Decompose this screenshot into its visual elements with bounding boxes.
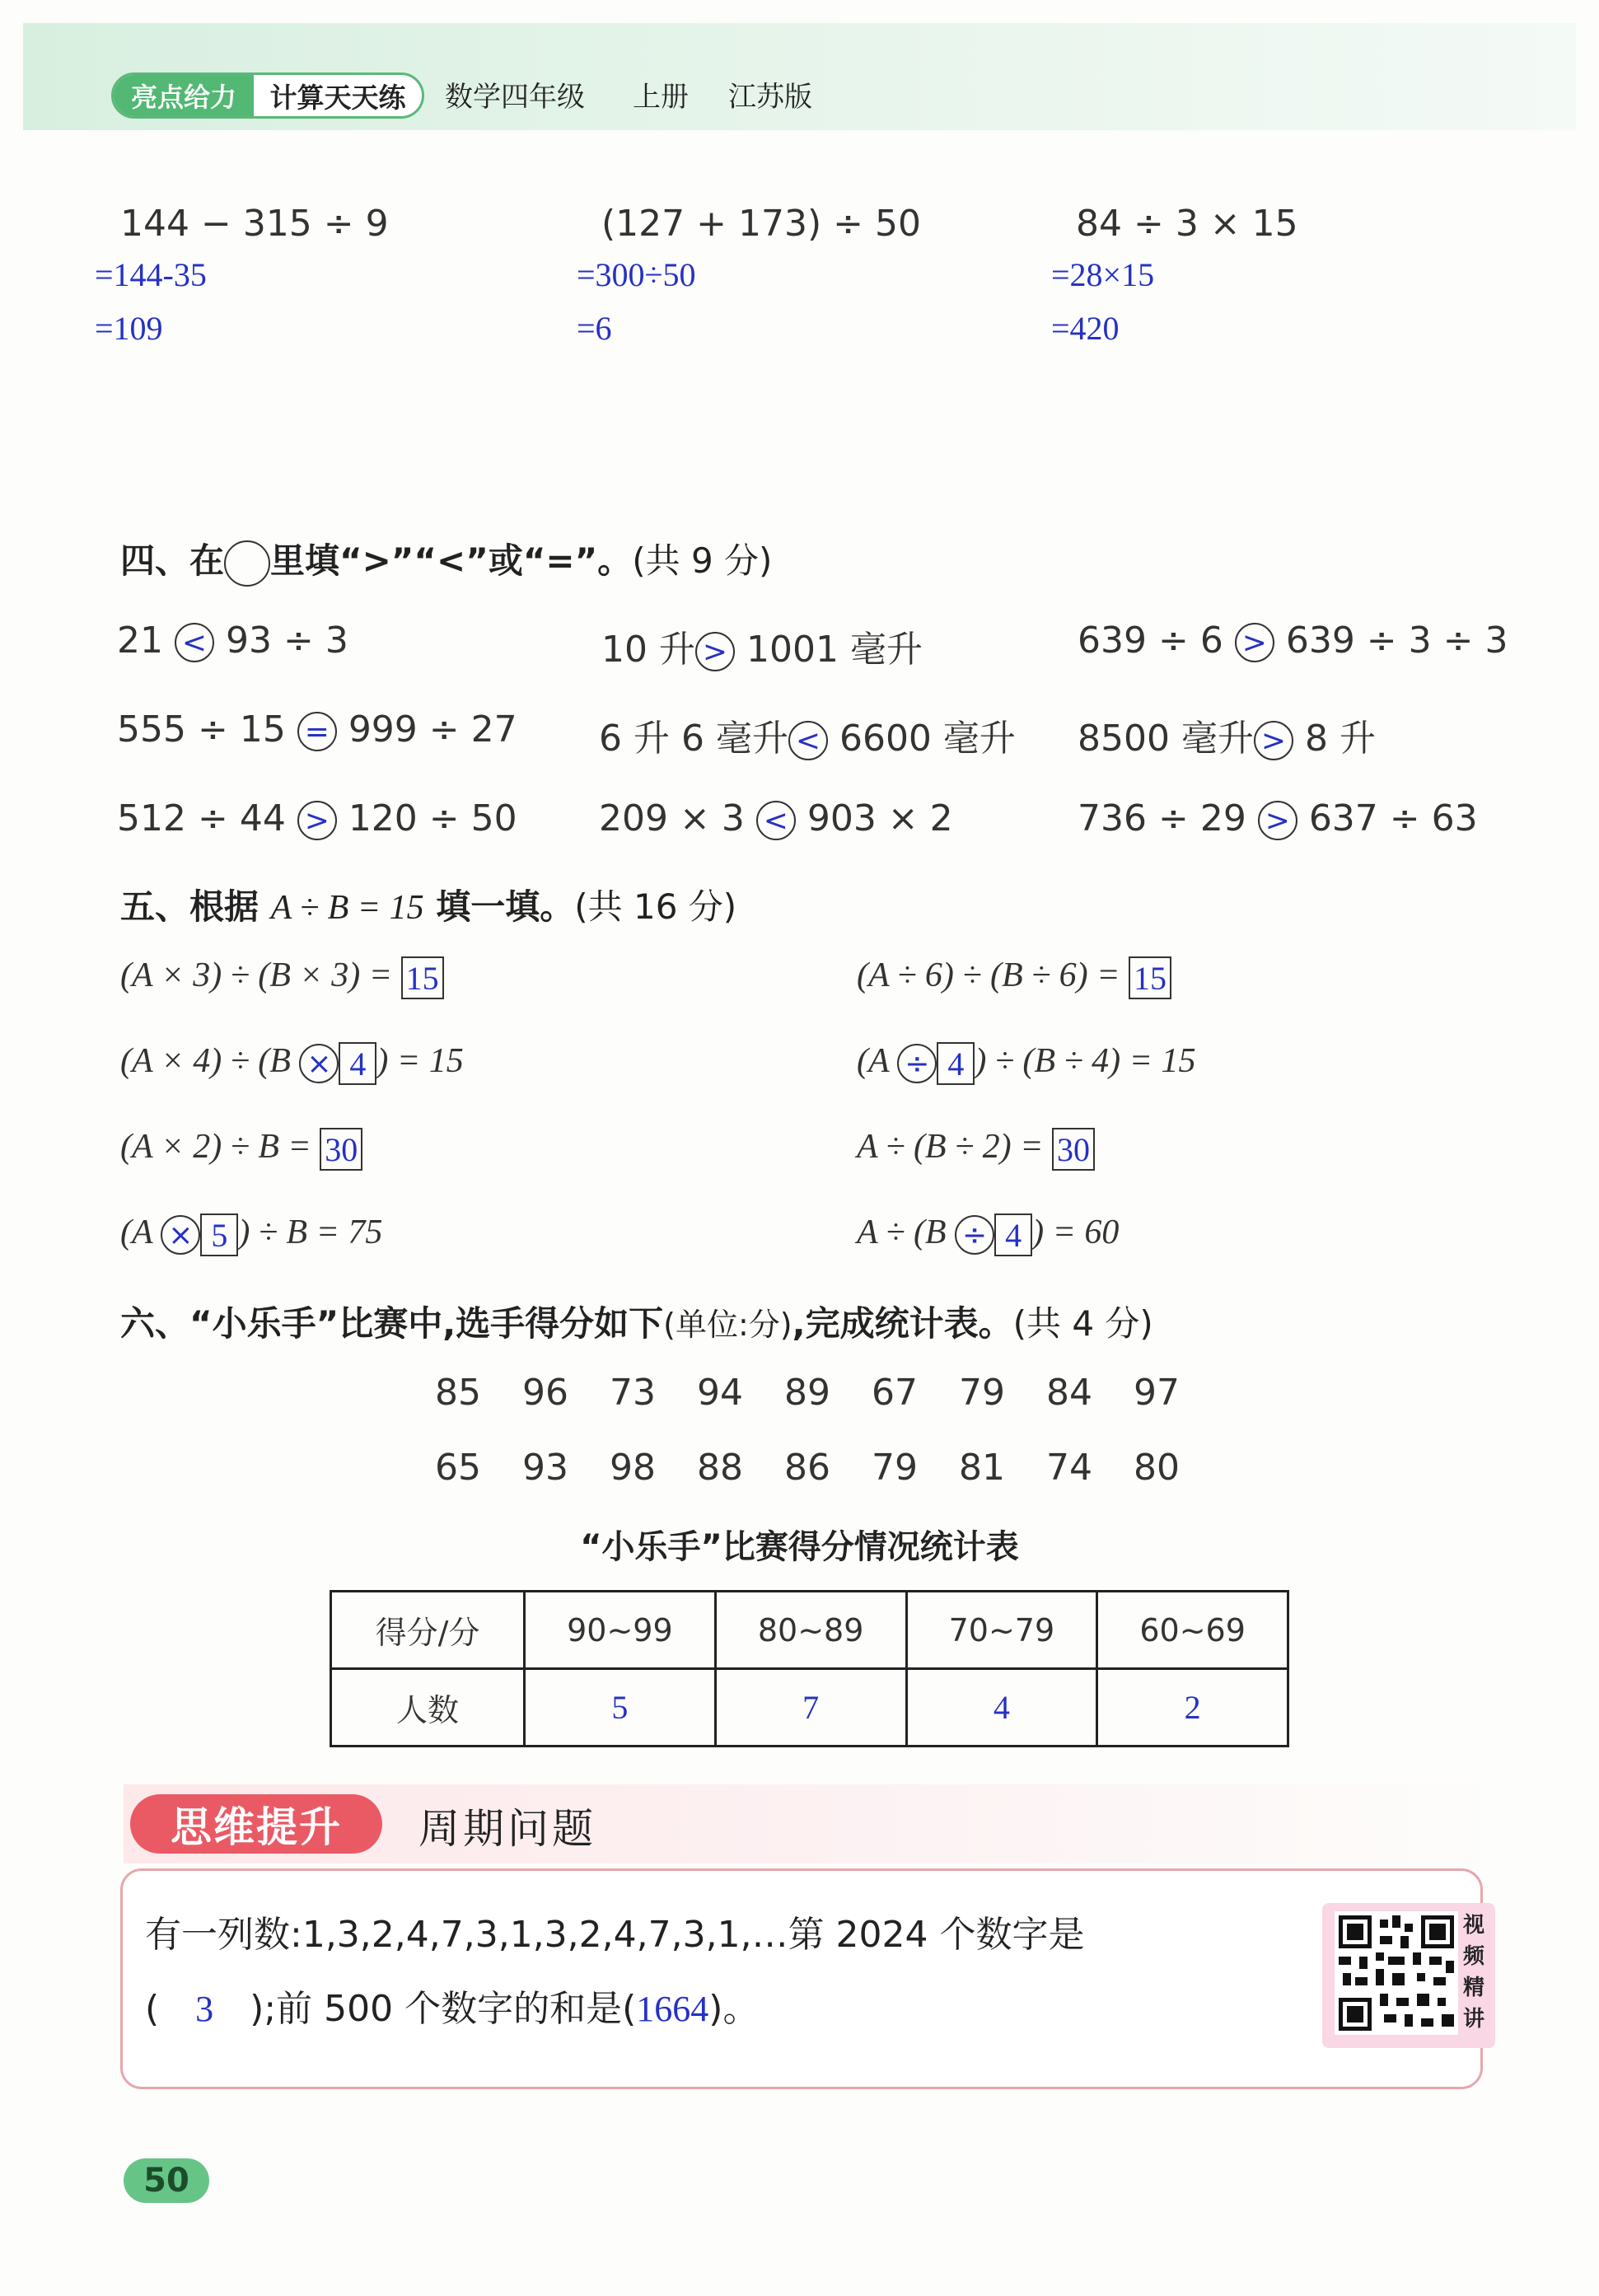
table-row (331, 1592, 1288, 1669)
calc-expr-1: 144 − 315 ÷ 9 (120, 203, 389, 245)
brand-right: 计算天天练 (269, 81, 406, 114)
answer-2: 1664 (636, 1989, 709, 2029)
fill-4-left: (A × 5 ) ÷ B = 75 (120, 1213, 382, 1256)
section4-title: 四、在 里填“>”“<”或“=”。(共 9 分) (120, 534, 772, 587)
calc-step-2a: =300÷50 (577, 256, 696, 293)
blank-circle-icon (224, 540, 270, 587)
qr-code-icon[interactable] (1335, 1911, 1458, 2035)
header-subject: 数学四年级 (445, 81, 585, 114)
table-range: 80~89 (715, 1592, 906, 1669)
answer-1: 3 (195, 1989, 214, 2029)
table-count: 5 (525, 1669, 716, 1747)
table-title: “小乐手”比赛得分情况统计表 (580, 1528, 1019, 1566)
brand-logo (111, 72, 424, 119)
compare-3-1: 512 ÷ 44 > 120 ÷ 50 (117, 797, 517, 839)
fill-3-left: (A × 2) ÷ B = 30 (120, 1127, 362, 1171)
table-range: 70~79 (906, 1592, 1097, 1669)
fill-3-right: A ÷ (B ÷ 2) = 30 (857, 1127, 1095, 1171)
calc-step-1b: =109 (95, 310, 163, 347)
table-row (331, 1669, 1288, 1747)
compare-1-3: 639 ÷ 6 > 639 ÷ 3 ÷ 3 (1078, 620, 1508, 662)
table-header-label: 得分/分 (331, 1592, 525, 1669)
fill-1-left: (A × 3) ÷ (B × 3) = 15 (120, 956, 444, 999)
compare-3-3: 736 ÷ 29 > 637 ÷ 63 (1078, 797, 1478, 839)
section5-title: 五、根据 A ÷ B = 15 填一填。(共 16 分) (120, 886, 737, 927)
scores-row-1: 85 96 73 94 89 67 79 84 97 (435, 1372, 1180, 1414)
topic-title: 周期问题 (418, 1805, 596, 1853)
video-lecture-label[interactable]: 视频精讲 (1462, 1913, 1484, 2032)
compare-2-1: 555 ÷ 15 = 999 ÷ 27 (117, 708, 517, 751)
calc-expr-2: (127 + 173) ÷ 50 (601, 203, 921, 245)
think-line-2: ( 3 );前 500 个数字的和是(1664)。 (145, 1988, 760, 2030)
table-count: 7 (715, 1669, 906, 1747)
think-tag: 思维提升 (130, 1794, 382, 1854)
compare-3-2: 209 × 3 < 903 × 2 (599, 797, 953, 839)
table-range: 90~99 (525, 1592, 716, 1669)
think-line-1: 有一列数:1,3,2,4,7,3,1,3,2,4,7,3,1,…第 2024 个数字是 (145, 1914, 1085, 1956)
calc-expr-3: 84 ÷ 3 × 15 (1076, 203, 1298, 245)
section6-title: 六、“小乐手”比赛中,选手得分如下(单位:分),完成统计表。(共 4 分) (120, 1303, 1153, 1344)
calc-step-1a: =144-35 (95, 256, 207, 293)
table-count: 4 (906, 1669, 1097, 1747)
page-number: 50 (124, 2158, 209, 2203)
header-volume: 上册 (633, 81, 689, 114)
compare-2-3: 8500 毫升 > 8 升 (1078, 718, 1376, 760)
calc-step-2b: =6 (577, 310, 612, 347)
table-row-label: 人数 (331, 1669, 525, 1747)
fill-2-left: (A × 4) ÷ (B × 4 ) = 15 (120, 1041, 464, 1085)
scores-row-2: 65 93 98 88 86 79 81 74 80 (435, 1447, 1180, 1489)
compare-1-1: 21 < 93 ÷ 3 (117, 620, 348, 662)
brand-left: 亮点给力 (114, 75, 254, 116)
fill-2-right: (A ÷ 4 ) ÷ (B ÷ 4) = 15 (857, 1041, 1195, 1085)
compare-2-2: 6 升 6 毫升 < 6600 毫升 (599, 718, 1016, 760)
table-range: 60~69 (1097, 1592, 1288, 1669)
compare-1-2: 10 升 > 1001 毫升 (601, 629, 923, 671)
fill-4-right: A ÷ (B ÷ 4 ) = 60 (857, 1213, 1119, 1256)
stats-table (330, 1590, 1289, 1747)
fill-1-right: (A ÷ 6) ÷ (B ÷ 6) = 15 (857, 956, 1171, 999)
calc-step-3a: =28×15 (1051, 256, 1155, 293)
header-edition: 江苏版 (728, 81, 812, 114)
calc-step-3b: =420 (1051, 310, 1120, 347)
table-count: 2 (1097, 1669, 1288, 1747)
